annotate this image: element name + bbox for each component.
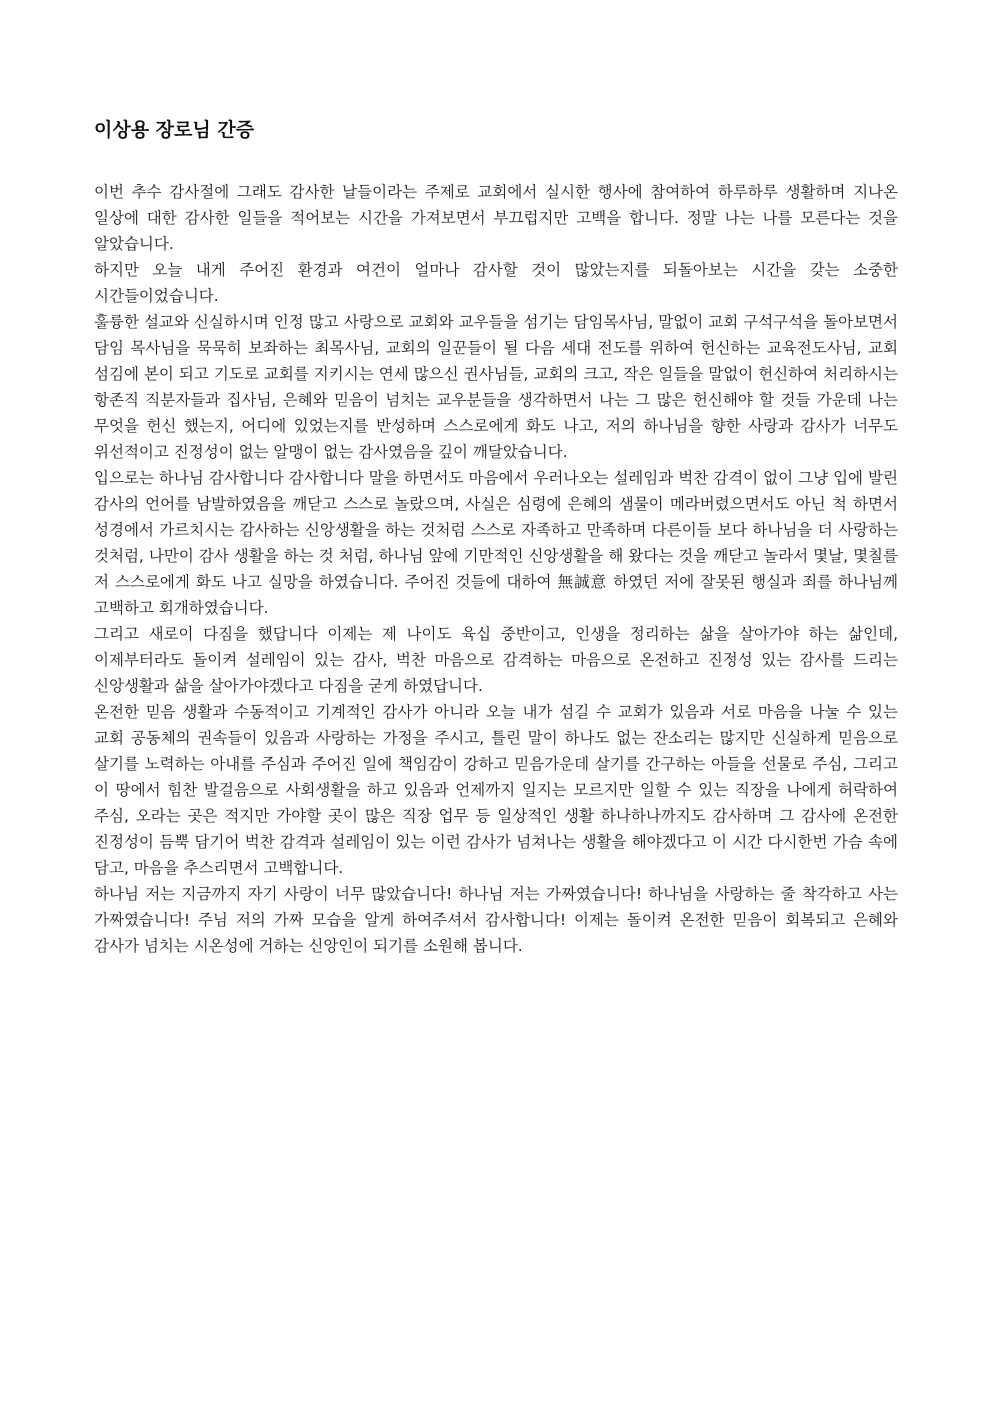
paragraph-3: 훌륭한 설교와 신실하시며 인정 많고 사랑으로 교회와 교우들을 섬기는 담임목사님, 말없이 교회 구석구석을 돌아보면서 담임 목사님을 묵묵히 보좌하는 최목사님, 교회의 일꾼들이 될 다음 세대 전도를 위하여 헌신하는 교육전도사님, 교회 섬김에 본이 되고 기도로 교회를 지키시는 연세 많으신 권사님들, 교회의 크고, 작은 일들을 말없이 헌신하여 처리하시는 항존직 직분자들과 집사님, 은혜와 믿음이 넘치는 교우분들을 생각하면서 나는 그 많은 헌신해야 할 것들 가운데 나는 무엇을 헌신 했는지, 어디에 있었는지를 반성하며 스스로에게 화도 나고, 저의 하나님을 향한 사랑과 감사가 너무도 위선적이고 진정성이 없는 알맹이 없는 감사였음을 깊이 깨달았습니다.	[94, 313, 898, 461]
testimony-body	[94, 179, 898, 959]
paragraph-1: 이번 추수 감사절에 그래도 감사한 날들이라는 주제로 교회에서 실시한 행사에 참여하여 하루하루 생활하며 지나온 일상에 대한 감사한 일들을 적어보는 시간을 가져보면서 부끄럽지만 고백을 합니다. 정말 나는 나를 모른다는 것을 알았습니다.	[94, 183, 898, 253]
paragraph-4: 입으로는 하나님 감사합니다 감사합니다 말을 하면서도 마음에서 우러나오는 설레임과 벅찬 감격이 없이 그냥 입에 발린 감사의 언어를 남발하였음을 깨닫고 스스로 놀랐으며, 사실은 심령에 은혜의 샘물이 메라버렸으면서도 아닌 척 하면서 성경에서 가르치시는 감사하는 신앙생활을 하는 것처럼 스스로 자족하고 만족하며 다른이들 보다 하나님을 더 사랑하는 것처럼, 나만이 감사 생활을 하는 것 처럼, 하나님 앞에 기만적인 신앙생활을 해 왔다는 것을 깨닫고 놀라서 몇날, 몇칠를 저 스스로에게 화도 나고 실망을 하였습니다. 주어진 것들에 대하여 無誠意 하였던 저에 잘못된 행실과 죄를 하나님께 고백하고 회개하였습니다.	[94, 469, 898, 617]
paragraph-2: 하지만 오늘 내게 주어진 환경과 여건이 얼마나 감사할 것이 많았는지를 되돌아보는 시간을 갖는 소중한 시간들이었습니다.	[94, 261, 898, 305]
paragraph-6: 온전한 믿음 생활과 수동적이고 기계적인 감사가 아니라 오늘 내가 섬길 수 교회가 있음과 서로 마음을 나눌 수 있는 교회 공동체의 권속들이 있음과 사랑하는 가정을 주시고, 틀린 말이 하나도 없는 잔소리는 많지만 신실하게 믿음으로 살기를 노력하는 아내를 주심과 주어진 일에 책임감이 강하고 믿음가운데 살기를 간구하는 아들을 선물로 주심, 그리고 이 땅에서 힘찬 발걸음으로 사회생활을 하고 있음과 언제까지 일지는 모르지만 일할 수 있는 직장을 나에게 허락하여 주심, 오라는 곳은 적지만 가야할 곳이 많은 직장 업무 등 일상적인 생활 하나하나까지도 감사하며 그 감사에 온전한 진정성이 듬뿍 담기어 벅찬 감격과 설레임이 있는 이런 감사가 넘쳐나는 생활을 해야겠다고 이 시간 다시한번 가슴 속에 담고, 마음을 추스리면서 고백합니다.	[94, 703, 898, 877]
paragraph-5: 그리고 새로이 다짐을 했답니다 이제는 제 나이도 육십 중반이고, 인생을 정리하는 삶을 살아가야 하는 삶인데, 이제부터라도 돌이켜 설레임이 있는 감사, 벅찬 마음으로 감격하는 마음으로 온전하고 진정성 있는 감사를 드리는 신앙생활과 삶을 살아가야겠다고 다짐을 굳게 하였답니다.	[94, 625, 898, 695]
paragraph-7: 하나님 저는 지금까지 자기 사랑이 너무 많았습니다! 하나님 저는 가짜였습니다! 하나님을 사랑하는 줄 착각하고 사는 가짜였습니다! 주님 저의 가짜 모습을 알게 하여주셔서 감사합니다! 이제는 돌이켜 온전한 믿음이 회복되고 은혜와 감사가 넘치는 시온성에 거하는 신앙인이 되기를 소원해 봅니다.	[94, 885, 898, 955]
document-title: 이상용 장로님 간증	[94, 119, 255, 141]
